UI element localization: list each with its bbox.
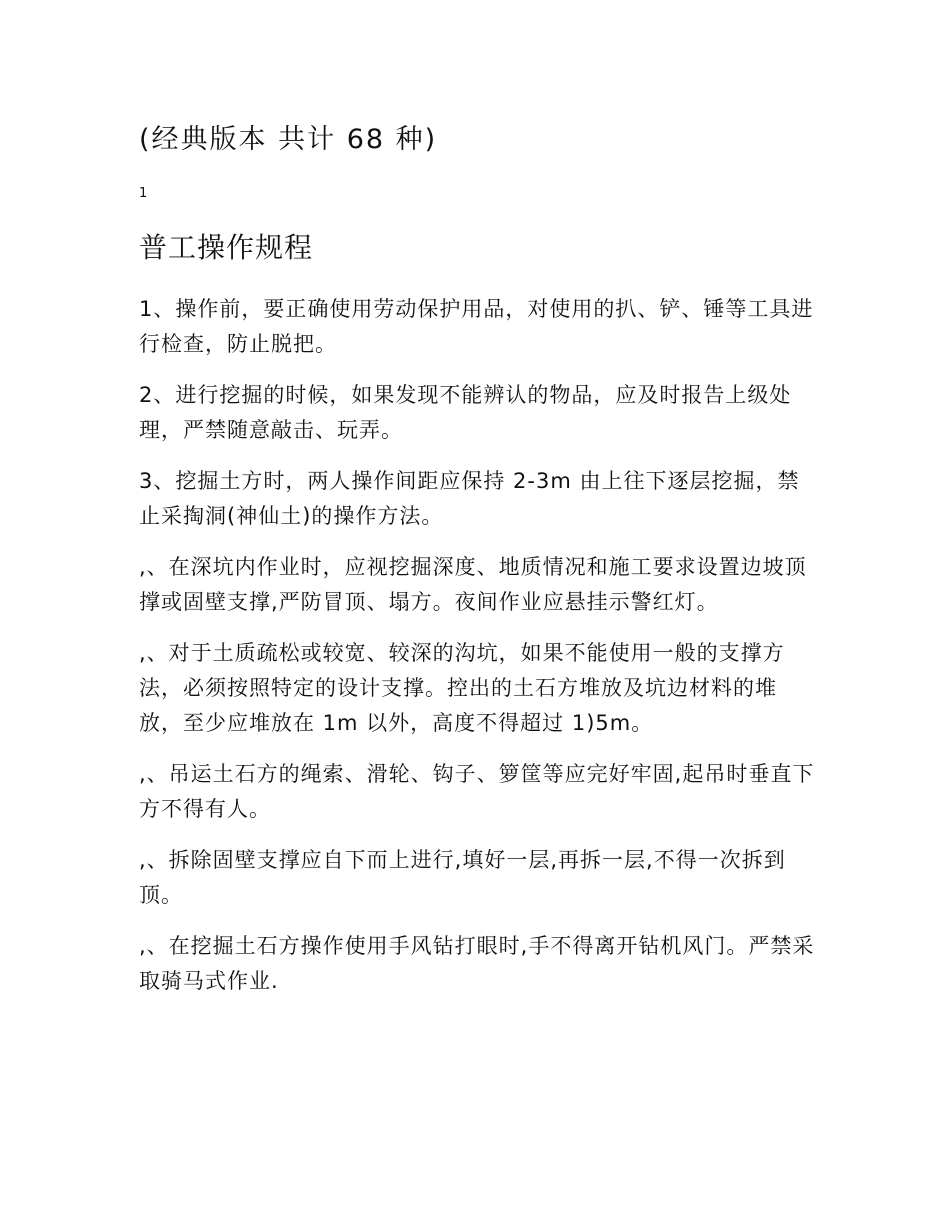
rule-paragraph-7: ,、拆除固壁支撑应自下而上进行,填好一层,再拆一层,不得一次拆到顶。 (139, 848, 786, 907)
document-content (139, 118, 819, 999)
rule-paragraph-3: 3、挖掘土方时，两人操作间距应保持 2-3m 由上往下逐层挖掘，禁止采掏洞(神仙土)的操作方法。 (139, 469, 800, 528)
document-subtitle: (经典版本 共计 68 种) (139, 124, 438, 155)
rule-paragraph-2: 2、进行挖掘的时候，如果发现不能辨认的物品，应及时报告上级处理，严禁随意敲击、玩弄。 (139, 383, 792, 442)
page-number: 1 (139, 186, 148, 201)
rule-paragraph-1: 1、操作前，要正确使用劳动保护用品，对使用的扒、铲、锤等工具进行检查，防止脱把。 (139, 297, 814, 356)
rule-paragraph-8: ,、在挖掘土石方操作使用手风钻打眼时,手不得离开钻机风门。严禁采取骑马式作业. (139, 934, 815, 993)
rule-paragraph-4: ,、在深坑内作业时，应视挖掘深度、地质情况和施工要求设置边坡顶撑或固壁支撑,严防冒顶、塌方。夜间作业应悬挂示警红灯。 (139, 555, 807, 614)
rule-paragraph-6: ,、吊运土石方的绳索、滑轮、钩子、箩筐等应完好牢固,起吊时垂直下方不得有人。 (139, 762, 815, 821)
rule-paragraph-5: ,、对于土质疏松或较宽、较深的沟坑，如果不能使用一般的支撑方法，必须按照特定的设计支撑。控出的土石方堆放及坑边材料的堆放，至少应堆放在 1m 以外，高度不得超过 1)5m。 (139, 641, 785, 735)
section-heading: 普工操作规程 (139, 231, 314, 264)
